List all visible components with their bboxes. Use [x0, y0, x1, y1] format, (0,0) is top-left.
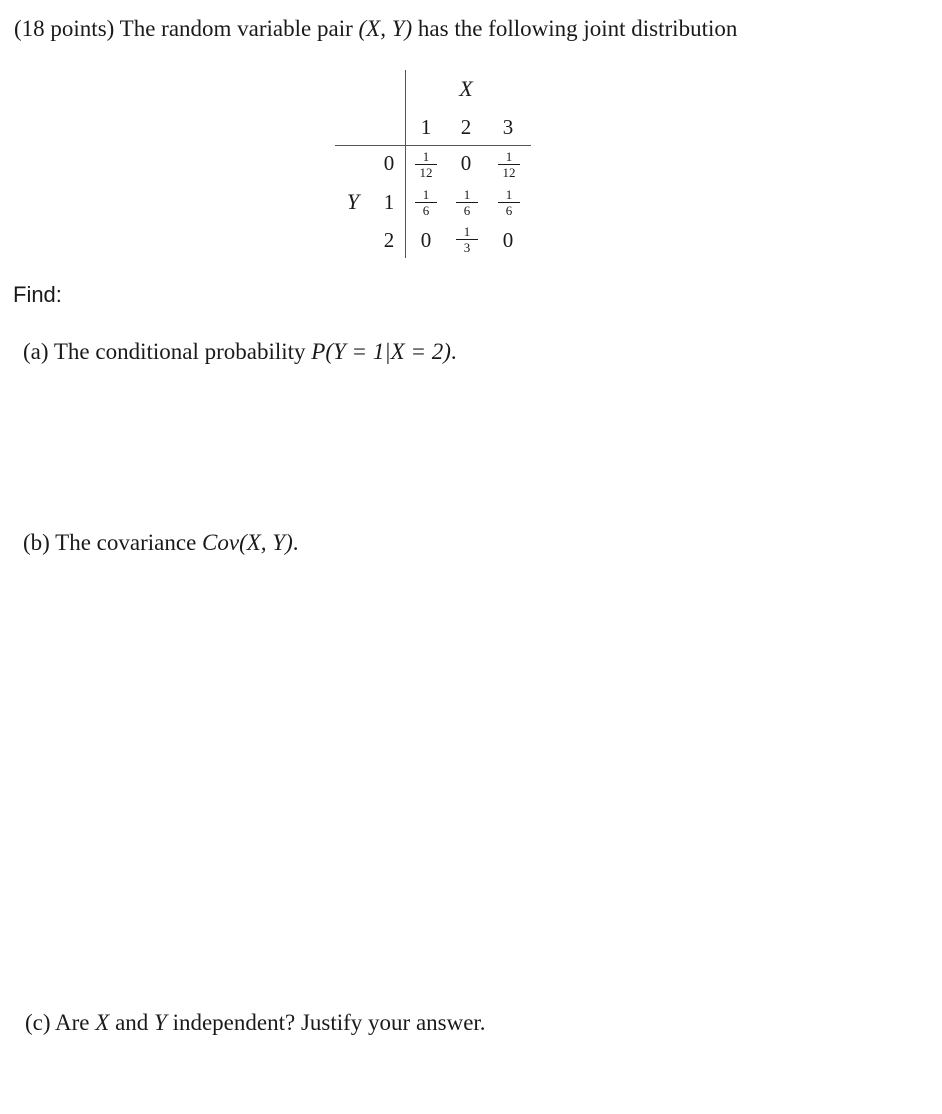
part-a-period: .: [450, 339, 457, 364]
x-value-2: 2: [460, 115, 472, 139]
part-c-var-y: Y: [154, 1010, 167, 1035]
part-b-period: .: [292, 530, 299, 555]
intro-tail: has the following joint distribution: [417, 16, 738, 41]
prob-cell-y2-x1: 0: [420, 228, 432, 252]
part-c-label: (c): [25, 1010, 51, 1035]
part-b-math: Cov(X, Y): [202, 530, 293, 555]
x-value-1: 1: [420, 115, 432, 139]
table-horizontal-rule: [335, 145, 531, 146]
prob-cell-y0-x2: 0: [460, 151, 472, 175]
part-b: [23, 530, 299, 556]
part-c-text-2: and: [115, 1010, 149, 1035]
prob-cell-y0-x1: 1 12: [415, 150, 437, 179]
intro-text: The random variable pair: [119, 16, 353, 41]
part-a-text: The conditional probability: [53, 339, 306, 364]
prob-cell-y1-x2: 1 6: [456, 188, 478, 217]
y-value-0: 0: [383, 151, 395, 175]
part-a: [23, 339, 457, 365]
table-vertical-rule: [405, 70, 406, 258]
x-variable-label: X: [459, 76, 473, 101]
part-c-text-1: Are: [55, 1010, 90, 1035]
variable-pair: (X, Y): [358, 16, 413, 41]
part-a-math: P(Y = 1|X = 2): [311, 339, 451, 364]
prob-cell-y2-x2: 1 3: [456, 225, 478, 254]
prob-cell-y1-x3: 1 6: [498, 188, 520, 217]
part-c-var-x: X: [95, 1010, 110, 1035]
part-a-label: (a): [23, 339, 49, 364]
y-variable-label: Y: [346, 189, 360, 214]
y-value-2: 2: [383, 228, 395, 252]
part-c: [25, 1010, 486, 1036]
y-value-1: 1: [383, 190, 395, 214]
part-c-text-3: independent? Justify your answer.: [172, 1010, 486, 1035]
find-heading: Find:: [13, 282, 62, 307]
part-b-label: (b): [23, 530, 50, 555]
prob-cell-y1-x1: 1 6: [415, 188, 437, 217]
x-value-3: 3: [502, 115, 514, 139]
prob-cell-y2-x3: 0: [502, 228, 514, 252]
points-label: (18 points): [14, 16, 115, 41]
problem-intro: [14, 16, 737, 42]
prob-cell-y0-x3: 1 12: [498, 150, 520, 179]
part-b-text: The covariance: [55, 530, 197, 555]
